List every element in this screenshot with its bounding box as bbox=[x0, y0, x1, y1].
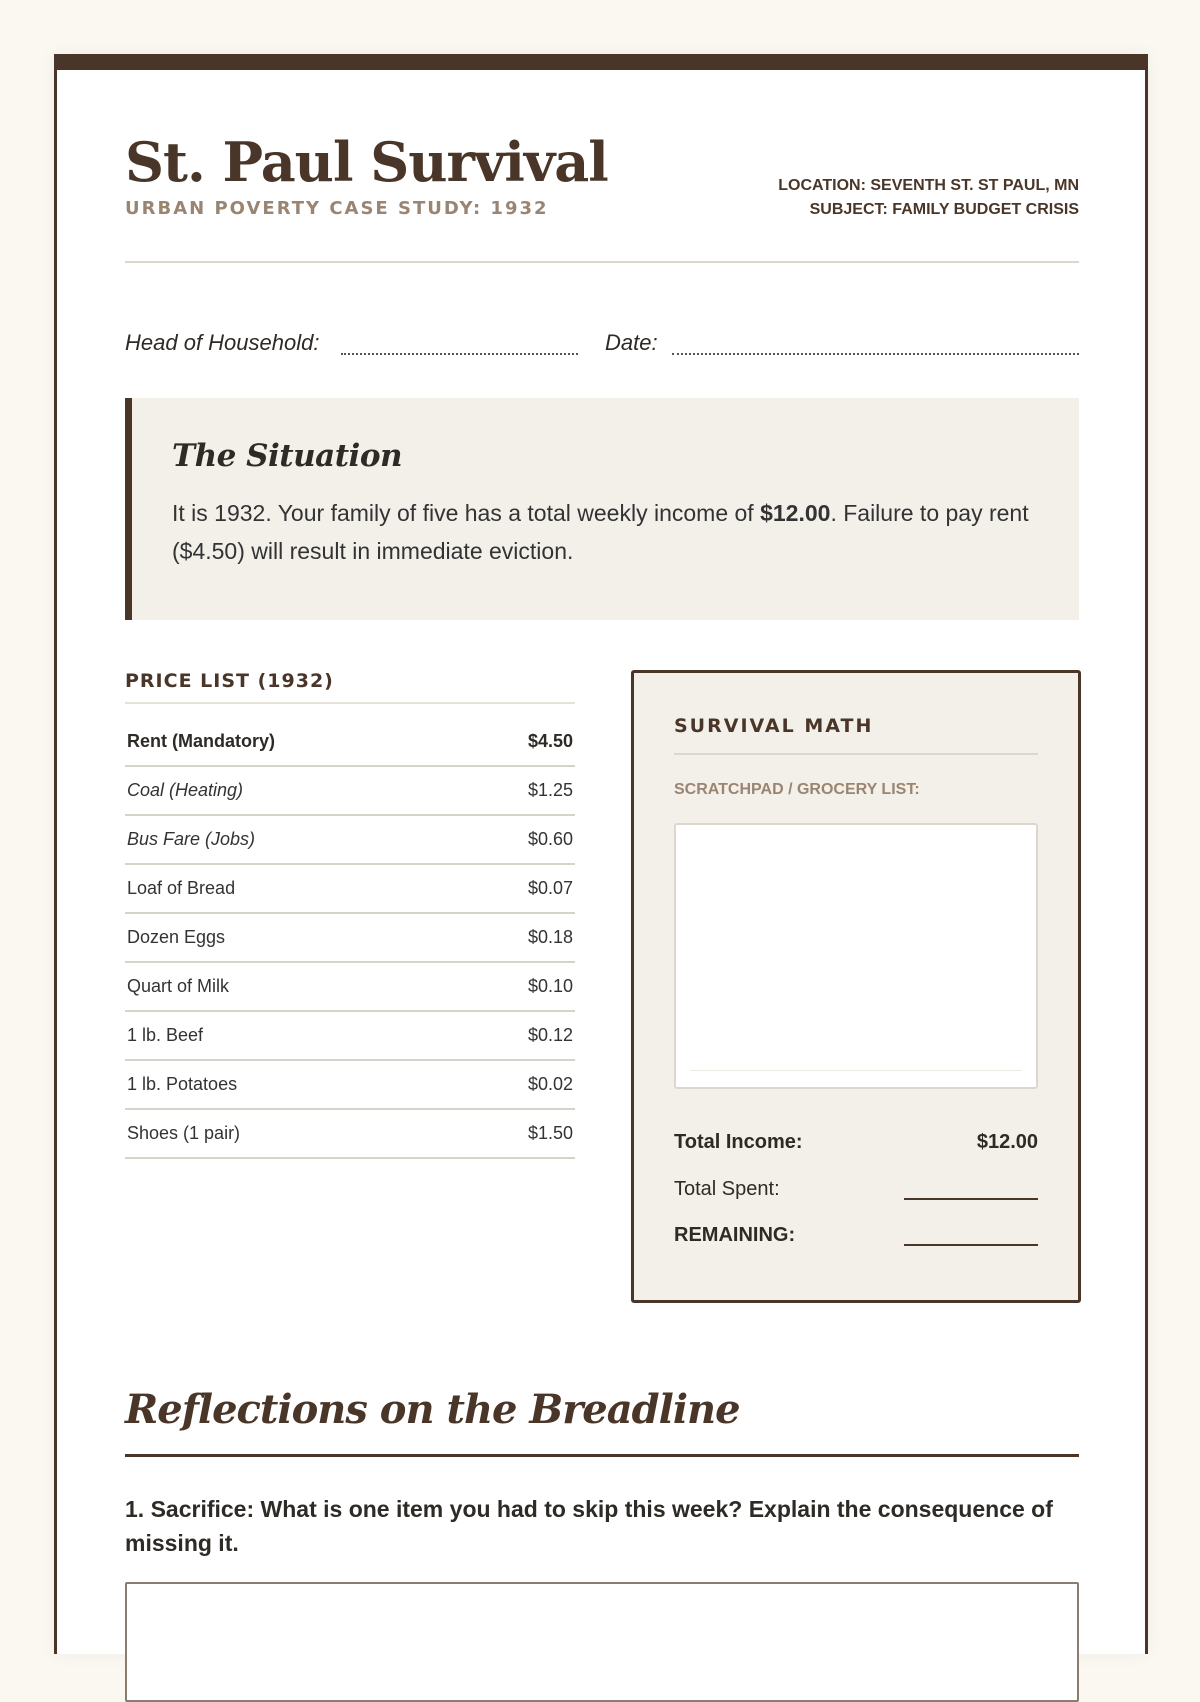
scratchpad-textarea[interactable] bbox=[674, 823, 1038, 1089]
scratchpad-label: SCRATCHPAD / GROCERY LIST: bbox=[674, 781, 920, 798]
question-1: 1. Sacrifice: What is one item you had to skip this week? Explain the consequence of missing it. bbox=[125, 1496, 1053, 1556]
remaining-field[interactable] bbox=[904, 1244, 1038, 1246]
price-row: Quart of Milk $0.10 bbox=[125, 963, 575, 1012]
page-title: St. Paul Survival bbox=[125, 130, 608, 194]
situation-callout bbox=[125, 398, 1079, 620]
head-of-household-field[interactable] bbox=[341, 353, 578, 355]
total-income-value: $12.00 bbox=[976, 1131, 1038, 1153]
remaining-label: REMAINING: bbox=[674, 1224, 796, 1246]
price-row: 1 lb. Potatoes $0.02 bbox=[125, 1061, 575, 1110]
location-line: LOCATION: SEVENTH ST. ST PAUL, MN bbox=[778, 177, 1079, 194]
survival-math-panel bbox=[631, 670, 1081, 1303]
situation-heading: The Situation bbox=[172, 438, 403, 474]
scratchpad-baseline bbox=[690, 1070, 1022, 1071]
price-list-heading: PRICE LIST (1932) bbox=[125, 670, 334, 692]
head-of-household-label: Head of Household: bbox=[125, 330, 320, 355]
worksheet-sheet bbox=[54, 54, 1148, 1654]
reflections-divider bbox=[125, 1454, 1079, 1457]
price-list-divider bbox=[125, 702, 575, 704]
price-list-table bbox=[125, 718, 575, 1159]
price-row: Loaf of Bread $0.07 bbox=[125, 865, 575, 914]
date-field[interactable] bbox=[672, 353, 1079, 355]
price-row: Bus Fare (Jobs) $0.60 bbox=[125, 816, 575, 865]
price-row: Coal (Heating) $1.25 bbox=[125, 767, 575, 816]
page-subtitle: URBAN POVERTY CASE STUDY: 1932 bbox=[125, 198, 549, 219]
price-row: Rent (Mandatory) $4.50 bbox=[125, 718, 575, 767]
situation-text: It is 1932. Your family of five has a total weekly income of $12.00. Failure to pay rent ($4.50) will result in immediate eviction. bbox=[172, 500, 1029, 564]
remaining-row bbox=[674, 1224, 1038, 1247]
price-row: Dozen Eggs $0.18 bbox=[125, 914, 575, 963]
survival-math-divider bbox=[674, 753, 1038, 755]
total-income-label: Total Income: bbox=[674, 1131, 803, 1153]
case-meta bbox=[778, 174, 1079, 222]
date-label: Date: bbox=[605, 330, 658, 355]
price-row: 1 lb. Beef $0.12 bbox=[125, 1012, 575, 1061]
survival-math-heading: SURVIVAL MATH bbox=[674, 715, 874, 737]
total-spent-row bbox=[674, 1178, 1038, 1201]
reflections-heading: Reflections on the Breadline bbox=[125, 1386, 740, 1433]
total-spent-label: Total Spent: bbox=[674, 1178, 780, 1200]
total-income-row bbox=[674, 1131, 1038, 1154]
subject-line: SUBJECT: FAMILY BUDGET CRISIS bbox=[809, 201, 1079, 218]
weekly-income: $12.00 bbox=[760, 500, 831, 526]
header-divider bbox=[125, 261, 1079, 263]
answer-1-textarea[interactable] bbox=[125, 1582, 1079, 1702]
price-row: Shoes (1 pair) $1.50 bbox=[125, 1110, 575, 1159]
total-spent-field[interactable] bbox=[904, 1198, 1038, 1200]
